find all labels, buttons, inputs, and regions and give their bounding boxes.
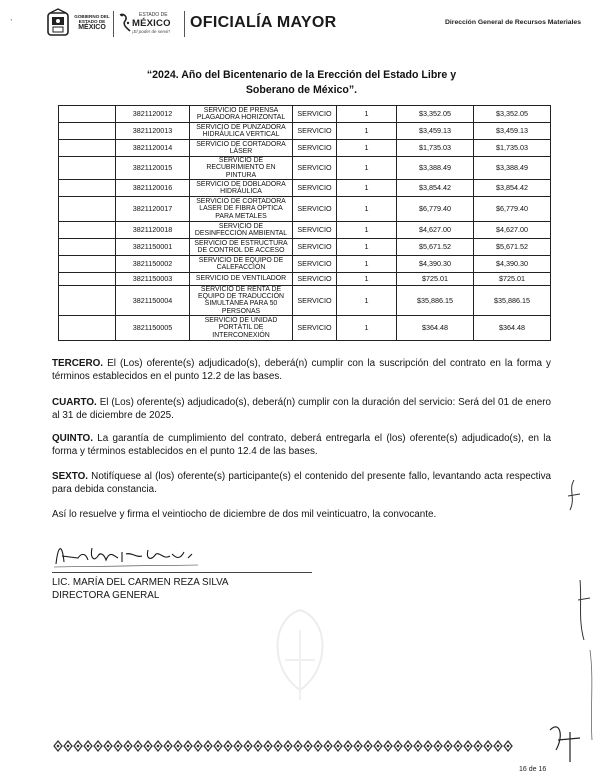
row-unit: SERVICIO	[293, 221, 337, 238]
row-code: 3821120013	[116, 123, 190, 140]
row-description: SERVICIO DE CORTADORA LASER DE FIBRA ÓPTICA PARA METALES	[190, 196, 293, 221]
footer-ornament-dot	[117, 745, 120, 748]
gov-line-2: ESTADO DE	[78, 19, 106, 25]
row-total: $1,735.03	[474, 140, 551, 157]
footer-ornament-dot	[327, 745, 330, 748]
footer-ornament-dot	[287, 745, 290, 748]
row-unit: SERVICIO	[293, 106, 337, 123]
footer-ornament-dot	[307, 745, 310, 748]
footer-ornament-dot	[197, 745, 200, 748]
footer-ornament-dot	[127, 745, 130, 748]
row-quantity: 1	[337, 140, 397, 157]
paragraph-cuarto	[52, 397, 551, 422]
footer-ornament-dot	[87, 745, 90, 748]
footer-ornament-dot	[257, 745, 260, 748]
row-code: 3821150005	[116, 316, 190, 341]
row-description: SERVICIO DE RENTA DE EQUIPO DE TRADUCCIÓN SIMULTÁNEA PARA 50 PERSONAS	[190, 285, 293, 315]
gov-line-1: GOBIERNO DEL	[74, 14, 110, 19]
row-unit-price: $1,735.03	[397, 140, 474, 157]
footer-ornament-dot	[177, 745, 180, 748]
department-name: Dirección General de Recursos Materiales	[445, 19, 581, 26]
row-empty-cell	[59, 179, 116, 196]
footer-ornament-dot	[477, 745, 480, 748]
table-row	[59, 221, 551, 238]
row-total: $3,459.13	[474, 123, 551, 140]
row-description: SERVICIO DE DOBLADORA HIDRÁULICA	[190, 179, 293, 196]
row-unit-price: $364.48	[397, 316, 474, 341]
row-unit: SERVICIO	[293, 140, 337, 157]
row-empty-cell	[59, 123, 116, 140]
header-divider	[113, 11, 114, 37]
footer-ornament-dot	[227, 745, 230, 748]
quinto-text: La garantía de cumplimiento del contrato, deberá entregarla el (los) oferente(s) adjudicado(s), en la forma y términos establecidos en el punto 12.4 de las bases.	[52, 433, 551, 457]
footer-ornament-dot	[237, 745, 240, 748]
row-total: $6,779.40	[474, 196, 551, 221]
row-quantity: 1	[337, 157, 397, 180]
tercero-text: El (Los) oferente(s) adjudicado(s), deberá(n) cumplir con la suscripción del contrato en la forma y términos establecidos en el punto 12.2 de las bases.	[52, 358, 551, 382]
row-code: 3821120014	[116, 140, 190, 157]
table-row	[59, 316, 551, 341]
footer-ornament-dot	[107, 745, 110, 748]
row-empty-cell	[59, 140, 116, 157]
row-empty-cell	[59, 238, 116, 255]
footer-ornament-dot	[387, 745, 390, 748]
row-empty-cell	[59, 285, 116, 315]
row-code: 3821150001	[116, 238, 190, 255]
footer-ornament-dot	[147, 745, 150, 748]
table-row	[59, 140, 551, 157]
table-row	[59, 255, 551, 272]
row-total: $3,388.49	[474, 157, 551, 180]
footer-ornament-dot	[357, 745, 360, 748]
footer-ornament-dot	[427, 745, 430, 748]
row-code: 3821120016	[116, 179, 190, 196]
row-quantity: 1	[337, 272, 397, 285]
footer-ornament-dot	[57, 745, 60, 748]
row-unit-price: $725.01	[397, 272, 474, 285]
footer-ornament-dot	[347, 745, 350, 748]
margin-initials-marks	[540, 470, 603, 770]
row-code: 3821150003	[116, 272, 190, 285]
services-table	[58, 105, 551, 341]
table-row	[59, 179, 551, 196]
footer-ornament-dot	[167, 745, 170, 748]
footer-ornament-dot	[507, 745, 510, 748]
footer-decorative-band	[48, 738, 513, 754]
watermark-emblem	[250, 600, 350, 710]
year-motto-line-2: Soberano de México”.	[245, 84, 358, 96]
row-unit-price: $4,627.00	[397, 221, 474, 238]
government-label	[72, 14, 112, 32]
footer-ornament-dot	[337, 745, 340, 748]
mexico-logo-tagline: ¡El poder de servir!	[132, 29, 171, 34]
row-total: $3,352.05	[474, 106, 551, 123]
footer-ornament-dot	[67, 745, 70, 748]
table-row	[59, 238, 551, 255]
footer-ornament-dot	[97, 745, 100, 748]
footer-ornament-dot	[77, 745, 80, 748]
footer-ornament-dot	[487, 745, 490, 748]
margin-tick-mark: ˋ	[10, 18, 13, 28]
row-description: SERVICIO DE EQUIPO DE CALEFACCIÓN	[190, 255, 293, 272]
table-row	[59, 272, 551, 285]
footer-ornament-dot	[407, 745, 410, 748]
row-unit: SERVICIO	[293, 157, 337, 180]
footer-ornament-dot	[277, 745, 280, 748]
row-quantity: 1	[337, 179, 397, 196]
row-unit-price: $5,671.52	[397, 238, 474, 255]
table-row	[59, 106, 551, 123]
footer-ornament-dot	[137, 745, 140, 748]
paragraph-sexto	[52, 471, 551, 496]
footer-ornament-dot	[187, 745, 190, 748]
footer-ornament-dot	[467, 745, 470, 748]
row-description: SERVICIO DE ESTRUCTURA DE CONTROL DE ACCESO	[190, 238, 293, 255]
row-code: 3821120015	[116, 157, 190, 180]
gov-line-3: MÉXICO	[78, 24, 106, 32]
row-total: $4,627.00	[474, 221, 551, 238]
year-motto	[60, 68, 543, 98]
paragraph-tercero	[52, 358, 551, 383]
row-quantity: 1	[337, 316, 397, 341]
row-quantity: 1	[337, 123, 397, 140]
row-empty-cell	[59, 221, 116, 238]
row-unit: SERVICIO	[293, 123, 337, 140]
row-description: SERVICIO DE VENTILADOR	[190, 272, 293, 285]
row-empty-cell	[59, 196, 116, 221]
footer-ornament-dot	[437, 745, 440, 748]
row-quantity: 1	[337, 196, 397, 221]
sexto-label: SEXTO.	[52, 471, 89, 482]
row-empty-cell	[59, 255, 116, 272]
row-empty-cell	[59, 106, 116, 123]
cuarto-text: El (Los) oferente(s) adjudicado(s), deberá(n) cumplir con la duración del servicio: Será del 01 de enero al 31 de diciembre de 2025.	[52, 397, 551, 421]
row-unit: SERVICIO	[293, 272, 337, 285]
row-total: $4,390.30	[474, 255, 551, 272]
table-row	[59, 123, 551, 140]
row-total: $364.48	[474, 316, 551, 341]
mexico-state-logo-icon	[118, 11, 132, 35]
signatory-role: DIRECTORA GENERAL	[52, 590, 160, 601]
row-description: SERVICIO DE UNIDAD PORTÁTIL DE INTERCONEXIÓN	[190, 316, 293, 341]
services-table-body	[59, 106, 551, 341]
row-unit: SERVICIO	[293, 285, 337, 315]
row-description: SERVICIO DE PRENSA PLAGADORA HORIZONTAL	[190, 106, 293, 123]
row-code: 3821150002	[116, 255, 190, 272]
row-unit-price: $4,390.30	[397, 255, 474, 272]
office-title: OFICIALÍA MAYOR	[190, 14, 337, 31]
row-unit-price: $35,886.15	[397, 285, 474, 315]
row-code: 3821120012	[116, 106, 190, 123]
row-unit: SERVICIO	[293, 316, 337, 341]
row-unit-price: $6,779.40	[397, 196, 474, 221]
footer-ornament-dot	[207, 745, 210, 748]
row-unit-price: $3,854.42	[397, 179, 474, 196]
footer-ornament-dot	[217, 745, 220, 748]
sexto-text: Notifíquese al (los) oferente(s) participante(s) el contenido del presente fallo, levantando acta respectiva para debida constancia.	[52, 471, 551, 495]
document-header	[8, 8, 595, 42]
header-divider-2	[184, 11, 185, 37]
row-description: SERVICIO DE CORTADORA LÁSER	[190, 140, 293, 157]
footer-ornament-dot	[367, 745, 370, 748]
footer-ornament-dot	[247, 745, 250, 748]
tercero-label: TERCERO.	[52, 358, 104, 369]
signatory-name: LIC. MARÍA DEL CARMEN REZA SILVA	[52, 577, 229, 588]
paragraph-quinto	[52, 433, 551, 458]
state-seal-icon	[46, 8, 70, 38]
table-row	[59, 157, 551, 180]
paragraph-resuelve	[52, 509, 551, 522]
signatory-block	[52, 576, 229, 602]
quinto-label: QUINTO.	[52, 433, 93, 444]
mexico-logo-small: ESTADO DE	[139, 12, 168, 18]
table-row	[59, 285, 551, 315]
resuelve-text: Así lo resuelve y firma el veintiocho de diciembre de dos mil veinticuatro, la convocante.	[52, 509, 437, 520]
row-code: 3821150004	[116, 285, 190, 315]
row-description: SERVICIO DE RECUBRIMIENTO EN PINTURA	[190, 157, 293, 180]
row-total: $5,671.52	[474, 238, 551, 255]
page-number: 16 de 16	[519, 766, 547, 773]
footer-ornament-dot	[157, 745, 160, 748]
row-empty-cell	[59, 316, 116, 341]
row-quantity: 1	[337, 238, 397, 255]
footer-ornament-dot	[497, 745, 500, 748]
year-motto-line-1: “2024. Año del Bicentenario de la Erección del Estado Libre y	[146, 69, 457, 81]
row-quantity: 1	[337, 221, 397, 238]
footer-ornament-dot	[377, 745, 380, 748]
mexico-logo-text: MÉXICO	[132, 18, 171, 29]
cuarto-label: CUARTO.	[52, 397, 97, 408]
table-row	[59, 196, 551, 221]
row-empty-cell	[59, 272, 116, 285]
footer-ornament-dot	[417, 745, 420, 748]
footer-ornament-dot	[267, 745, 270, 748]
row-empty-cell	[59, 157, 116, 180]
row-unit: SERVICIO	[293, 238, 337, 255]
footer-ornament-dot	[447, 745, 450, 748]
footer-ornament-dot	[457, 745, 460, 748]
handwritten-signature	[52, 534, 202, 570]
row-total: $35,886.15	[474, 285, 551, 315]
row-unit-price: $3,388.49	[397, 157, 474, 180]
footer-ornament-dot	[397, 745, 400, 748]
row-code: 3821120017	[116, 196, 190, 221]
row-unit-price: $3,459.13	[397, 123, 474, 140]
row-unit: SERVICIO	[293, 179, 337, 196]
row-quantity: 1	[337, 285, 397, 315]
row-total: $725.01	[474, 272, 551, 285]
row-unit: SERVICIO	[293, 255, 337, 272]
row-quantity: 1	[337, 255, 397, 272]
row-quantity: 1	[337, 106, 397, 123]
row-description: SERVICIO DE PUNZADORA HIDRÁULICA VERTICAL	[190, 123, 293, 140]
row-total: $3,854.42	[474, 179, 551, 196]
footer-ornament-dot	[297, 745, 300, 748]
row-unit-price: $3,352.05	[397, 106, 474, 123]
row-code: 3821120018	[116, 221, 190, 238]
signature-line	[52, 572, 312, 573]
row-unit: SERVICIO	[293, 196, 337, 221]
footer-ornament-dot	[317, 745, 320, 748]
row-description: SERVICIO DE DESINFECCIÓN AMBIENTAL	[190, 221, 293, 238]
